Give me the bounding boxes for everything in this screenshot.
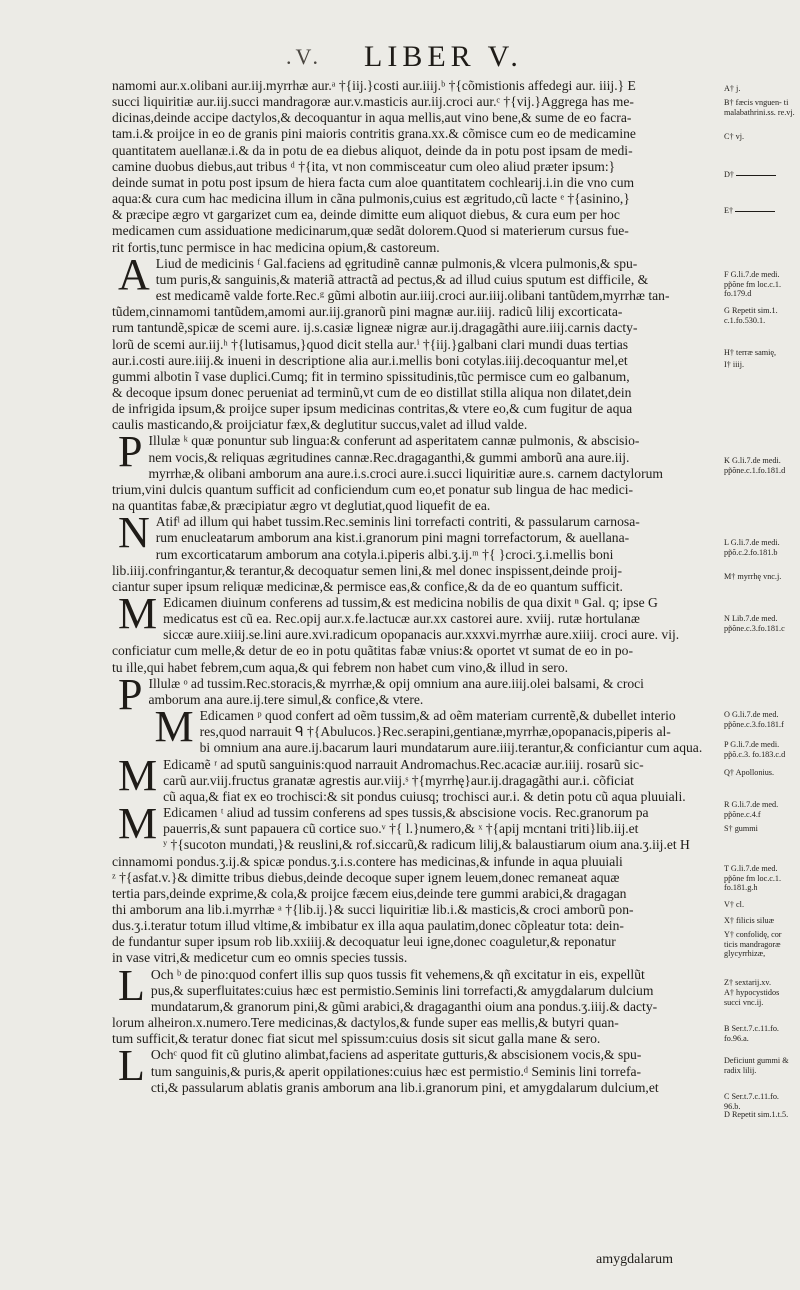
text-line: Atifˡ ad illum qui habet tussim.Rec.seminis lini torrefacti contriti, & passularum carnosa-: [155, 514, 640, 530]
text-line: de fundantur super ipsum rob lib.xxiiij.& decoquatur leui igne,donec coaguletur,& reponatur: [112, 934, 616, 950]
text-line: & decoque ipsum donec perueniat ad terminũ,vt cum de eo distillat stilla aliqua non dilatet,dein: [112, 384, 632, 400]
drop-cap: N: [118, 508, 150, 558]
margin-note: B Ser.t.7.c.11.fo. fo.96.a.: [724, 1024, 779, 1043]
text-line: ciantur super ipsum reliquæ medicinæ,& permisce eas,& confice,& da de eo quantum sufficit.: [112, 578, 623, 594]
margin-note: V† cl.: [724, 900, 745, 909]
text-line: tum sanguinis,& puris,& aperit oppilationes:cuius hæc est permistio.ᵈ Seminis lini torrefa-: [150, 1063, 642, 1079]
text-line: conficiatur cum melle,& detur de eo in potu quãtitas fabæ vnius:& oportet vt sumat de eo in po-: [112, 643, 633, 659]
margin-note: Q† Apollonius.: [724, 768, 775, 777]
margin-note: C Ser.t.7.c.11.fo. 96.b.: [724, 1092, 779, 1111]
text-line: gummi albotin ĩ vase duplici.Cumq; fit in termino spissitudinis,tũc permisce cum eo galbanum,: [112, 368, 630, 384]
text-line: mundatarum,& granorum pini,& gũmi arabici,& dragaganthi oium ana pondus.ʒ.iiij.& dacty-: [150, 998, 658, 1014]
header-mark: .V.: [286, 44, 323, 69]
margin-note: S† gummi: [724, 824, 758, 833]
text-line: amborum ana aure.ij.tere simul,& confice,& vtere.: [148, 691, 424, 707]
text-line: cti,& passularum ablatis granis amborum ana lib.i.granorum pini, et amygdalarum dulcium,et: [150, 1079, 659, 1095]
paragraph: [112, 1041, 716, 1095]
margin-note: Y† confolidę, cor ticis mandragoræ glycyrrhizæ,: [724, 930, 782, 959]
margin-note: O G.li.7.de med. pp̃õne.c.3.fo.181.f: [724, 710, 784, 729]
margin-note: X† filicis siluæ: [724, 916, 775, 925]
main-text: [112, 78, 716, 1096]
margin-note: E†: [724, 206, 796, 216]
text-line: medicamen cum assiduatione medicinarum,quæ sedãt dolorem.Quod si materierum cursus fue-: [112, 223, 629, 239]
text-line: rum enucleatarum amborum ana kist.i.granorum pini magni torrefactorum, & auellana-: [155, 530, 630, 546]
text-line: succi liquiritiæ aur.iij.succi mandragoræ aur.v.masticis aur.iij.croci aur.ᶜ †{vij.}Aggrega has me-: [112, 94, 634, 110]
drop-cap: M: [118, 799, 158, 849]
text-line: rum tantundẽ,spicæ de scemi aure. ij.s.casiæ ligneæ nigræ aur.ij.dragagãthi aure.iiij.carnis dacty-: [112, 320, 638, 336]
margin-note: B† fæcis vnguen- ti malabathrini.ss. re.vj.: [724, 98, 795, 117]
text-line: Liud de medicinis ᶠ Gal.faciens ad ęgritudinẽ cannæ pulmonis,& vlcera pulmonis,& spu-: [155, 255, 638, 271]
page-title: LIBER V.: [364, 40, 523, 73]
paragraph: [112, 960, 716, 1048]
text-line: siccæ aure.xiiij.se.lini aure.xvi.radicum opopanacis aur.xxxvi.myrrhæ aure.xiiij. croci aure. vij.: [163, 627, 680, 643]
text-line: bi omnium ana aure.ij.bacarum lauri mundatarum aure.iiij.terantur,& conficiantur cum aqua.: [199, 740, 703, 756]
text-line: Illulæ ᵏ quæ ponuntur sub lingua:& conferunt ad asperitatem cannæ pulmonis, & abscisio-: [148, 433, 640, 449]
margin-note: L G.li.7.de medi. pp̃õ.c.2.fo.181.b: [724, 538, 780, 557]
text-line: Ochᶜ quod fit cũ glutino alimbat,faciens ad asperitate gutturis,& abscisionem vocis,& spu-: [150, 1047, 642, 1063]
text-line: Och ᵇ de pino:quod confert illis sup quos tussis fit vehemens,& qñ excitatur in eis, expellũt: [150, 966, 645, 982]
margin-note: P G.li.7.de medi. pp̃õ.c.3. fo.183.c.d: [724, 740, 786, 759]
text-line: aqua:& cura cum hac medicina illum in cãna pulmonis,cuius est ægritudo,cũ lacte ᵉ †{asinino,}: [112, 191, 630, 207]
drop-cap: L: [118, 960, 145, 1010]
note-rule: [735, 211, 775, 212]
text-line: thi amborum ana lib.i.myrrhæ ᵃ †{lib.ij.}& succi liquiritiæ lib.i.& masticis,& croci amborũ pon-: [112, 901, 634, 917]
text-line: Illulæ ᵒ ad tussim.Rec.storacis,& myrrhæ,& opij omnium ana aure.iiij.olei balsami, & croci: [148, 675, 644, 691]
text-line: deinde sumat in potu post ipsum de hiera facta cum aloe quantitatem cochlearij.i.in die vno cum: [112, 174, 635, 190]
text-line: na quantitas fabæ,& præcipiatur ægro vt deglutiat,quod liquefit de ea.: [112, 498, 491, 514]
margin-note: A† j.: [724, 84, 741, 93]
margin-note: N Lib.7.de med. pp̃õne.c.3.fo.181.c: [724, 614, 785, 633]
running-header: [0, 36, 800, 76]
text-line: nem vocis,& reliquas ægritudines cannæ.Rec.dragaganthi,& gummi amborũ ana aure.iij.: [148, 449, 630, 465]
text-line: Edicamen ᵗ aliud ad tussim conferens ad spes tussis,& abscisione vocis. Rec.granorum pa: [163, 805, 649, 821]
text-line: namomi aur.x.olibani aur.iij.myrrhæ aur.ᵃ †{iij.}costi aur.iiij.ᵇ †{cõmistionis affedegi aur. iiij.} E: [112, 78, 636, 93]
text-line: tu ille,qui habet febrem,cum aqua,& qui febrem non habet cum vino,& illud in sero.: [112, 659, 569, 675]
text-line: lorũ de scemi aur.iij.ʰ †{lutisamus,}quod dicit stella aur.ⁱ †{iij.}galbani clari mundi duas tertias: [112, 336, 629, 352]
text-line: ᶻ †{asfat.v.}& dimitte tribus diebus,deinde decoque super ignem leuem,donec remaneat aquæ: [112, 869, 620, 885]
text-line: in vase vitri,& medicetur cum eo omnis species tussis.: [112, 950, 408, 966]
margin-note: T G.li.7.de med. pp̃õne fm loc.c.1. fo.181.g.h: [724, 864, 782, 893]
margin-note: M† myrrhę vnc.j.: [724, 572, 782, 581]
margin-note: H† terræ samię,: [724, 348, 777, 357]
drop-cap: M: [118, 589, 158, 638]
text-line: dicinas,deinde accipe dactylos,& decoquantur in aqua mellis,aut vino bene,& sume de eo facra-: [112, 110, 632, 126]
text-line: caulis masticando,& proijciatur fæx,& deglutitur succus,valet ad illud valde.: [112, 417, 528, 433]
text-line: pus,& superfluitates:cuius hæc est permistio.Seminis lini torrefacti,& amygdalarum dulcium: [150, 982, 654, 998]
drop-cap: M: [118, 750, 158, 800]
text-line: tum sufficit,& teratur donec fiat sicut mel spissum:cuius dosis sit sicut galla mane & sero.: [112, 1031, 601, 1047]
paragraph: [112, 750, 716, 805]
text-line: & præcipe ægro vt gargarizet cum ea, deinde dimitte eum aliquot diebus, & cura eum per hoc: [112, 207, 620, 223]
drop-cap: M: [154, 702, 194, 752]
drop-cap: A: [118, 249, 150, 299]
margin-note: R G.li.7.de med. pp̃õne.c.4.f: [724, 800, 779, 819]
text-line: tum puris,& sanguinis,& materiã attractã ad pectus,& ad illud cuius sputum est difficile, &: [155, 271, 649, 287]
text-line: cinnamomi pondus.ʒ.ij.& spicæ pondus.ʒ.i.s.contere has medicinas,& infunde in aqua pluuiali: [112, 853, 623, 869]
text-line: aur.i.costi aure.iiij.& inueni in descriptione alia aur.i.mellis boni cotylas.iiij.decoquantur mel,et: [112, 352, 628, 368]
catchword: amygdalarum: [596, 1252, 673, 1267]
drop-cap: L: [118, 1041, 145, 1091]
margin-note: D†: [724, 170, 796, 180]
paragraph: [112, 799, 716, 967]
text-line: myrrhæ,& olibani amborum ana aure.i.s.croci aure.i.succi liquiritiæ aure.s. carnem dactylorum: [148, 465, 663, 481]
text-line: de infrigida ipsum,& proijce super ipsum medicinas contritas,& vtere eo,& cum fugitur de aqua: [112, 401, 633, 417]
paragraph: [112, 589, 716, 676]
text-line: Edicamẽ ʳ ad sputũ sanguinis:quod narrauit Andromachus.Rec.acaciæ aur.iiij. rosarũ sic-: [163, 756, 644, 772]
text-line: carũ aur.viij.fructus granatæ agrestis aur.viij.ˢ †{myrrhę}aur.ij.dragagãthi aur.i. cõficiat: [163, 772, 634, 788]
text-line: rum excorticatarum amborum ana cotyla.i.piperis albi.ʒ.ij.ᵐ †{ }croci.ʒ.i.mellis boni: [155, 546, 614, 562]
text-line: tam.i.& proijce in eo de granis pini maioris contritis grana.xx.& cõmisce cum eo de medicamine: [112, 126, 636, 142]
text-line: lorum alheiron.x.numero.Tere medicinas,& dactylos,& funde super eas mellis,& butyri quan-: [112, 1015, 619, 1031]
drop-cap: P: [118, 427, 143, 477]
margin-note: Z† sextarij.xv.: [724, 978, 771, 987]
text-line: trium,vini dulcis quantum sufficit ad conficiendum cum eo,et ponatur sub lingua de hac medici-: [112, 481, 634, 497]
margin-note: G Repetit sim.1. c.1.fo.530.1.: [724, 306, 778, 325]
margin-note: C† vj.: [724, 132, 745, 141]
paragraph: [112, 508, 716, 595]
margin-note: K G.li.7.de medi. pp̃õne.c.1.fo.181.d: [724, 456, 786, 475]
margin-note: D Repetit sim.1.t.5.: [724, 1110, 789, 1119]
text-line: lib.iiij.confringantur,& terantur,& decoquatur semen lini,& mel donec inspissent,deinde proij-: [112, 562, 623, 578]
paragraph: [112, 249, 716, 434]
text-line: ʸ †{sucoton mundati,}& reuslini,& rof.siccarũ,& radicum lilij,& balaustiarum oium ana.ʒ.iij.et H: [163, 837, 690, 853]
text-line: cũ aqua,& fiat ex eo trochisci:& sit pondus cuiusq; trochisci aur.i. & detin potu cũ aqua pluuiali.: [163, 788, 686, 804]
paragraph: [112, 427, 716, 514]
text-line: Edicamen ᵖ quod confert ad oẽm tussim,& ad oẽm materiam currentẽ,& dubellet interio: [199, 708, 676, 724]
margin-note: I† iiij.: [724, 360, 745, 369]
paragraph: [112, 702, 716, 756]
text-line: pauerris,& sunt papauera cũ cortice suo.ᵛ †{ l.}numero,& ˣ †{apij mcntani triti}lib.iij.et: [163, 821, 639, 837]
margin-note: A† hypocystidos succi vnc.ij.: [724, 988, 780, 1007]
text-line: quantitatem auellanæ.i.& da in potu de ea diebus aliquot, deinde da in potu post ipsam de medi-: [112, 142, 633, 158]
note-rule: [736, 175, 776, 176]
text-line: medicatus est cũ ea. Rec.opij aur.x.fe.lactucæ aur.xx castorei aure. xviij. rutæ hortulanæ: [163, 611, 640, 627]
text-line: tertia pars,deinde exprime,& cola,& proijce fæcem eius,deinde tere gummi arabici,& dragagan: [112, 885, 627, 901]
text-line: rit fortis,tunc permisce in hac medicina opium,& castoreum.: [112, 239, 440, 255]
margin-note: F G.li.7.de medi. pp̃õne fm loc.c.1. fo.179.d: [724, 270, 782, 299]
text-line: camine duobus diebus,aut tribus ᵈ †{ita, vt non commisceatur cum oleo aliud præter ipsum:}: [112, 158, 616, 174]
margin-note: Deficiunt gummi & radix lilij.: [724, 1056, 789, 1075]
paragraph: [112, 78, 716, 256]
text-line: res,quod narrauit ᑫ †{Abulucos.}Rec.serapini,gentianæ,myrrhæ,opopanacis,piperis al-: [199, 724, 671, 740]
text-line: Edicamen diuinum conferens ad tussim,& est medicina nobilis de qua dixit ⁿ Gal. q; ipse G: [163, 595, 658, 610]
text-line: dus.ʒ.i.teratur totum illud vltime,& imbibatur ex illa aqua paulatim,donec cõpleatur tota: dein-: [112, 918, 624, 934]
drop-cap: P: [118, 669, 143, 719]
text-line: tũdem,cinnamomi tantũdem,amomi aur.iij.granorũ pini magnæ aur.iiij. radicũ lilij excorticata-: [112, 304, 623, 320]
text-line: est medicamẽ valde forte.Rec.ᵍ gũmi albotin aur.iiij.croci aur.iiij.olibani tantũdem,myrrhæ tan-: [155, 288, 670, 304]
